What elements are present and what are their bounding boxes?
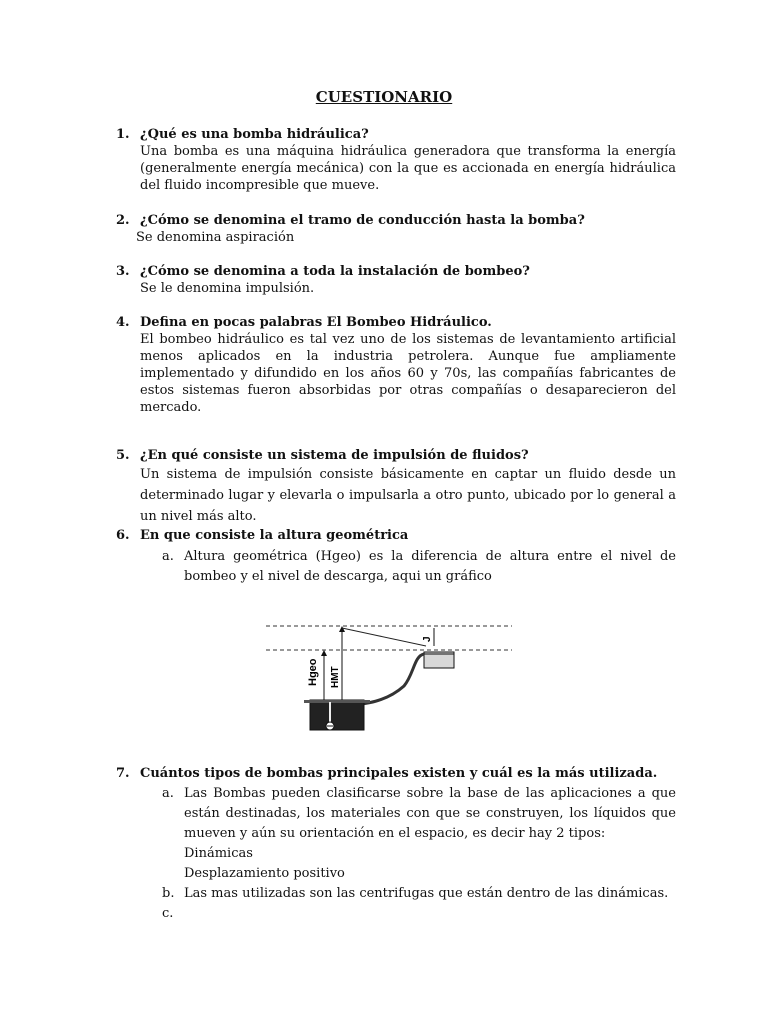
question-number: 5.: [116, 448, 130, 463]
question-text: Defina en pocas palabras El Bombeo Hidráulico.: [140, 315, 492, 330]
sub-item-a: [162, 547, 676, 587]
sub-item-a: [162, 784, 676, 844]
question-number: 1.: [116, 127, 130, 142]
type-dinamicas: Dinámicas: [184, 846, 253, 861]
answer-text: Un sistema de impulsión consiste básicamente en captar un fluido desde un determinado lugar y elevarla o impulsarla a otro punto, ubicado por lo general a un nivel más alto.: [140, 467, 676, 524]
question-text: ¿En qué consiste un sistema de impulsión de fluidos?: [140, 448, 529, 463]
answer-text: Una bomba es una máquina hidráulica generadora que transforma la energía (generalmente energía mecánica) con la que es accionada en energía hidráulica del fluido incompresible que mueve.: [140, 144, 676, 193]
question-text: ¿Cómo se denomina el tramo de conducción hasta la bomba?: [140, 213, 585, 228]
sub-item-letter: a.: [162, 549, 174, 564]
question-1: [116, 126, 676, 194]
question-text: En que consiste la altura geométrica: [140, 528, 409, 543]
sub-item-letter: b.: [162, 886, 175, 901]
sub-item-b: [162, 884, 676, 904]
question-text: ¿Cómo se denomina a toda la instalación de bombeo?: [140, 264, 530, 279]
question-7: [116, 765, 676, 924]
sub-item-text: Las mas utilizadas son las centrifugas que están dentro de las dinámicas.: [184, 886, 669, 901]
sub-item-letter: a.: [162, 786, 174, 801]
sub-item-text: [184, 906, 188, 921]
question-number: 6.: [116, 528, 130, 543]
question-number: 4.: [116, 315, 130, 330]
question-number: 2.: [116, 213, 130, 228]
question-number: 7.: [116, 766, 130, 781]
hmt-arrowhead: [339, 626, 345, 632]
question-4: [116, 314, 676, 416]
hgeo-label: Hgeo: [307, 658, 319, 686]
question-2: [116, 212, 676, 246]
page-title: CUESTIONARIO: [315, 88, 453, 106]
geometric-height-diagram: [266, 616, 516, 736]
question-text: ¿Qué es una bomba hidráulica?: [140, 127, 369, 142]
question-5: [116, 447, 676, 527]
sub-item-letter: c.: [162, 906, 174, 921]
friction-line: [342, 628, 426, 646]
sub-item-text: Las Bombas pueden clasificarse sobre la base de las aplicaciones a que están destinadas, los materiales con que se construyen, los líquidos que mueven y aún su orientación en el espacio, es decir hay 2 tipos:: [184, 786, 676, 841]
answer-text: Se denomina aspiración: [136, 230, 295, 245]
question-3: [116, 263, 676, 297]
answer-text: Se le denomina impulsión.: [140, 281, 315, 296]
lower-sump: [310, 700, 364, 730]
answer-text: El bombeo hidráulico es tal vez uno de los sistemas de levantamiento artificial menos aplicados en la industria petrolera. Aunque fue ampliamente implementado y difundido en los años 60 y 70s, las compañías fabricantes de estos sistemas fueron absorbidas por otras compañías o desaparecieron del mercado.: [140, 332, 676, 415]
question-6: [116, 527, 676, 587]
sub-item-text: Altura geométrica (Hgeo) es la diferencia de altura entre el nivel de bombeo y el nivel de descarga, aqui un gráfico: [184, 549, 676, 584]
type-desplazamiento-positivo: Desplazamiento positivo: [184, 866, 345, 881]
j-label: J: [422, 636, 433, 642]
sub-item-c: [162, 904, 676, 924]
hgeo-arrowhead: [321, 650, 327, 656]
question-text: Cuántos tipos de bombas principales existen y cuál es la más utilizada.: [140, 766, 658, 781]
question-number: 3.: [116, 264, 130, 279]
hmt-label: HMT: [330, 666, 341, 688]
